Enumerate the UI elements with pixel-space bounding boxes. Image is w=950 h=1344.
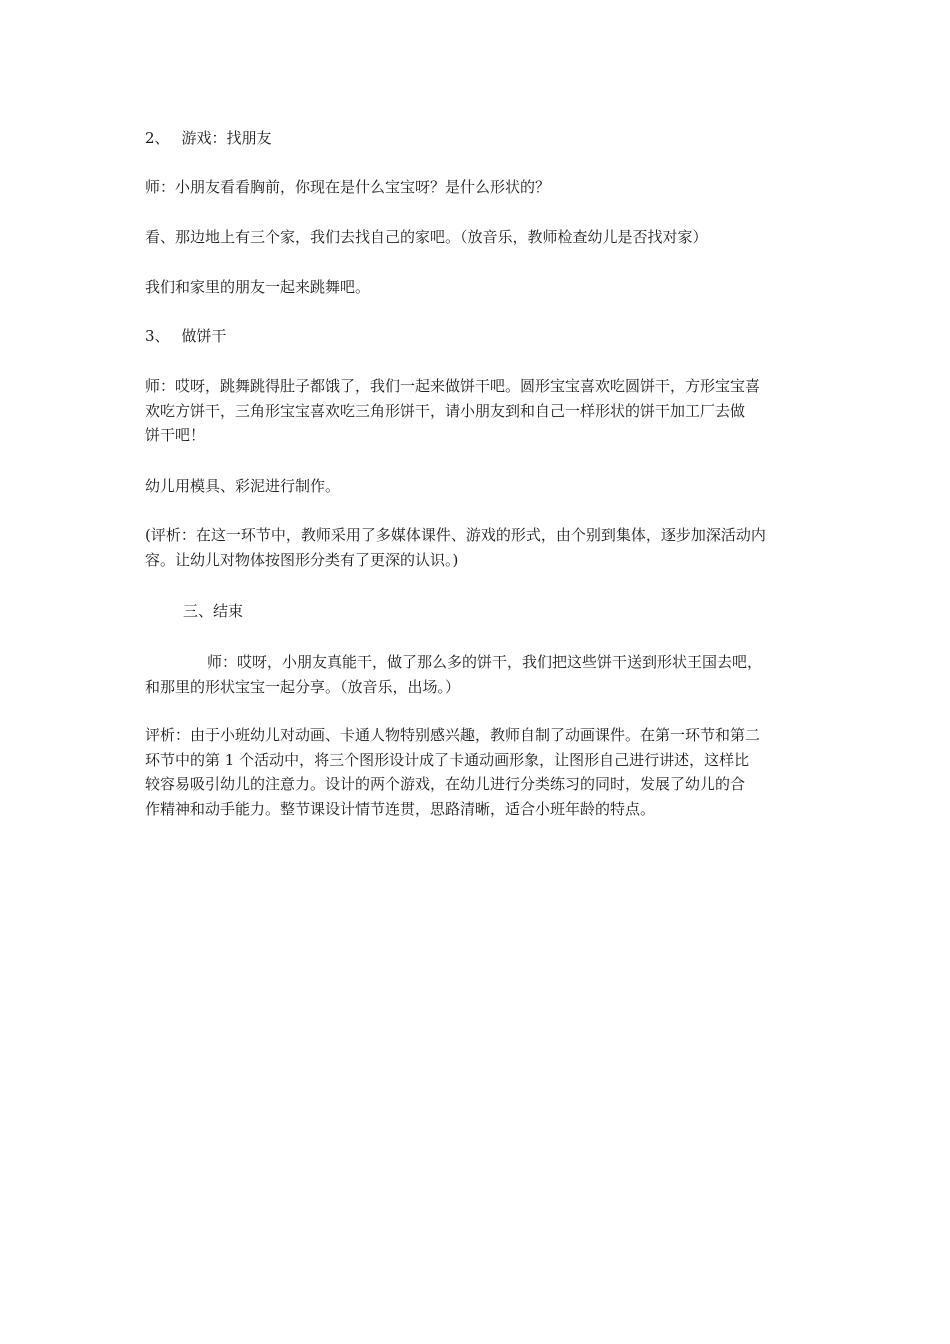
text-line: 较容易吸引幼儿的注意力。设计的两个游戏，在幼儿进行分类练习的同时，发展了幼儿的合 xyxy=(145,775,746,793)
paragraph-cookies xyxy=(145,374,810,448)
paragraph-final-review xyxy=(145,723,810,821)
section-number: 3、 xyxy=(145,327,170,345)
paragraph-ending xyxy=(145,650,810,699)
text-line: 评析：由于小班幼儿对动画、卡通人物特别感兴趣，教师自制了动画课件。在第一环节和第二 xyxy=(145,726,761,744)
text-line: 欢吃方饼干，三角形宝宝喜欢吃三角形饼干，请小朋友到和自己一样形状的饼干加工厂去做 xyxy=(145,401,746,420)
paragraph: 看、那边地上有三个家，我们去找自己的家吧。（放音乐，教师检查幼儿是否找对家） xyxy=(145,228,708,246)
section-title: 做饼干 xyxy=(181,327,227,345)
section-2-heading xyxy=(145,126,272,150)
text-line: 饼干吧！ xyxy=(145,426,206,444)
section-3-heading xyxy=(145,324,227,348)
text-line: 和那里的形状宝宝一起分享。（放音乐，出场。） xyxy=(145,677,461,696)
text-line: 容。让幼儿对物体按图形分类有了更深的认识。) xyxy=(145,550,459,569)
section-title: 游戏：找朋友 xyxy=(181,129,272,147)
text-line: 师：哎呀，小朋友真能干，做了那么多的饼干，我们把这些饼干送到形状王国去吧， xyxy=(207,653,763,671)
section-end-heading: 三、结束 xyxy=(183,602,244,620)
text-line: 作精神和动手能力。整节课设计情节连贯，思路清晰，适合小班年龄的特点。 xyxy=(145,799,656,818)
paragraph-review-short xyxy=(145,523,810,572)
text-line: 环节中的第 1 个活动中，将三个图形设计成了卡通动画形象，让图形自己进行讲述，这样比 xyxy=(145,750,750,769)
paragraph: 我们和家里的朋友一起来跳舞吧。 xyxy=(145,278,371,296)
paragraph: 师：小朋友看看胸前，你现在是什么宝宝呀？是什么形状的？ xyxy=(145,178,551,196)
section-number: 2、 xyxy=(145,129,170,147)
paragraph: 幼儿用模具、彩泥进行制作。 xyxy=(145,477,341,495)
text-line: (评析：在这一环节中，教师采用了多媒体课件、游戏的形式，由个别到集体，逐步加深活动内 xyxy=(145,526,766,544)
text-line: 师：哎呀，跳舞跳得肚子都饿了，我们一起来做饼干吧。圆形宝宝喜欢吃圆饼干，方形宝宝喜 xyxy=(145,377,761,395)
